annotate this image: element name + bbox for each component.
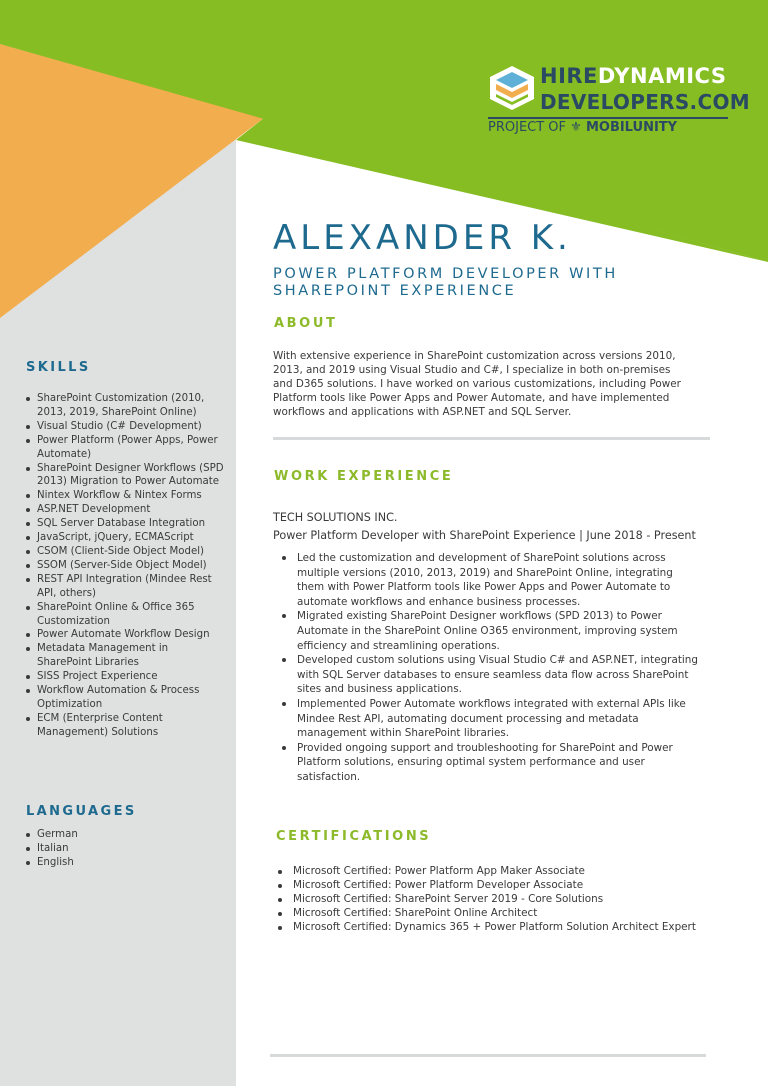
skill-item: Visual Studio (C# Development) bbox=[26, 420, 226, 434]
languages-list bbox=[26, 828, 226, 870]
mobilunity-swirl-icon: ⚜ bbox=[570, 120, 582, 135]
skill-item: SharePoint Customization (2010, 2013, 2019, SharePoint Online) bbox=[26, 392, 226, 420]
company-logo bbox=[488, 62, 750, 142]
skill-item: Power Automate Workflow Design bbox=[26, 628, 226, 642]
work-bullet: Migrated existing SharePoint Designer workflows (SPD 2013) to Power Automate in the SharePoint Online O365 environment, improving system efficiency and streamlining operations. bbox=[280, 609, 700, 653]
skill-item: SISS Project Experience bbox=[26, 670, 226, 684]
language-item: Italian bbox=[26, 842, 226, 856]
skill-item: ASP.NET Development bbox=[26, 503, 226, 517]
skill-item: SQL Server Database Integration bbox=[26, 517, 226, 531]
language-item: German bbox=[26, 828, 226, 842]
skill-item: Power Platform (Power Apps, Power Automate) bbox=[26, 434, 226, 462]
logo-text-line3: PROJECT OF ⚜ MOBILUNITY bbox=[488, 120, 678, 135]
skill-item: JavaScript, jQuery, ECMAScript bbox=[26, 531, 226, 545]
work-bullet: Led the customization and development of SharePoint solutions across multiple versions (2010, 2013, 2019) and SharePoint Online, integrating them with Power Platform tools like Power Apps and Power Automate to automate workflows and enhance business processes. bbox=[280, 551, 700, 609]
skill-item: CSOM (Client-Side Object Model) bbox=[26, 545, 226, 559]
work-bullet: Implemented Power Automate workflows integrated with external APIs like Mindee Rest API, automating document processing and metadata management within SharePoint libraries. bbox=[280, 697, 700, 741]
footer-divider bbox=[270, 1054, 706, 1057]
skill-item: ECM (Enterprise Content Management) Solutions bbox=[26, 712, 226, 740]
about-divider bbox=[273, 437, 710, 440]
logo-divider bbox=[488, 117, 728, 119]
logo-cube-icon bbox=[488, 64, 536, 112]
language-item: English bbox=[26, 856, 226, 870]
about-heading: ABOUT bbox=[274, 316, 338, 331]
certification-item: Microsoft Certified: SharePoint Online Architect bbox=[276, 907, 736, 921]
work-experience-heading: WORK EXPERIENCE bbox=[274, 469, 454, 484]
work-bullet: Developed custom solutions using Visual Studio C# and ASP.NET, integrating with SQL Server databases to ensure seamless data flow across SharePoint sites and business applications. bbox=[280, 653, 700, 697]
certification-item: Microsoft Certified: Dynamics 365 + Power Platform Solution Architect Expert bbox=[276, 921, 736, 935]
certification-item: Microsoft Certified: Power Platform App Maker Associate bbox=[276, 865, 736, 879]
skills-heading: SKILLS bbox=[26, 360, 91, 375]
about-text: With extensive experience in SharePoint customization across versions 2010, 2013, and 2019 using Visual Studio and C#, I specialize in both on-premises and D365 solutions. I have worked on various customizations, including Power Platform tools like Power Apps and Power Automate, and have implemented workflows and applications with ASP.NET and SQL Server. bbox=[273, 350, 681, 418]
work-bullet: Provided ongoing support and troubleshooting for SharePoint and Power Platform solutions, ensuring optimal system performance and user satisfaction. bbox=[280, 741, 700, 785]
skill-item: SharePoint Online & Office 365 Customization bbox=[26, 601, 226, 629]
skill-item: Nintex Workflow & Nintex Forms bbox=[26, 489, 226, 503]
skill-item: REST API Integration (Mindee Rest API, others) bbox=[26, 573, 226, 601]
candidate-title: POWER PLATFORM DEVELOPER WITH SHAREPOINT EXPERIENCE bbox=[273, 266, 618, 299]
languages-heading: LANGUAGES bbox=[26, 804, 137, 819]
work-bullets bbox=[280, 551, 700, 785]
skills-list bbox=[26, 392, 226, 740]
certifications-heading: CERTIFICATIONS bbox=[276, 829, 432, 844]
certifications-list bbox=[276, 865, 736, 935]
logo-text-line2: DEVELOPERS.COM bbox=[540, 90, 750, 114]
company-name: TECH SOLUTIONS INC. bbox=[273, 511, 398, 524]
logo-text-line1: HIREDYNAMICS bbox=[540, 64, 727, 88]
certification-item: Microsoft Certified: SharePoint Server 2019 - Core Solutions bbox=[276, 893, 736, 907]
certification-item: Microsoft Certified: Power Platform Developer Associate bbox=[276, 879, 736, 893]
skill-item: SharePoint Designer Workflows (SPD 2013) Migration to Power Automate bbox=[26, 462, 226, 490]
candidate-name: ALEXANDER K. bbox=[273, 218, 572, 258]
skill-item: Metadata Management in SharePoint Libraries bbox=[26, 642, 226, 670]
job-role: Power Platform Developer with SharePoint Experience | June 2018 - Present bbox=[273, 529, 696, 542]
skill-item: SSOM (Server-Side Object Model) bbox=[26, 559, 226, 573]
skill-item: Workflow Automation & Process Optimization bbox=[26, 684, 226, 712]
